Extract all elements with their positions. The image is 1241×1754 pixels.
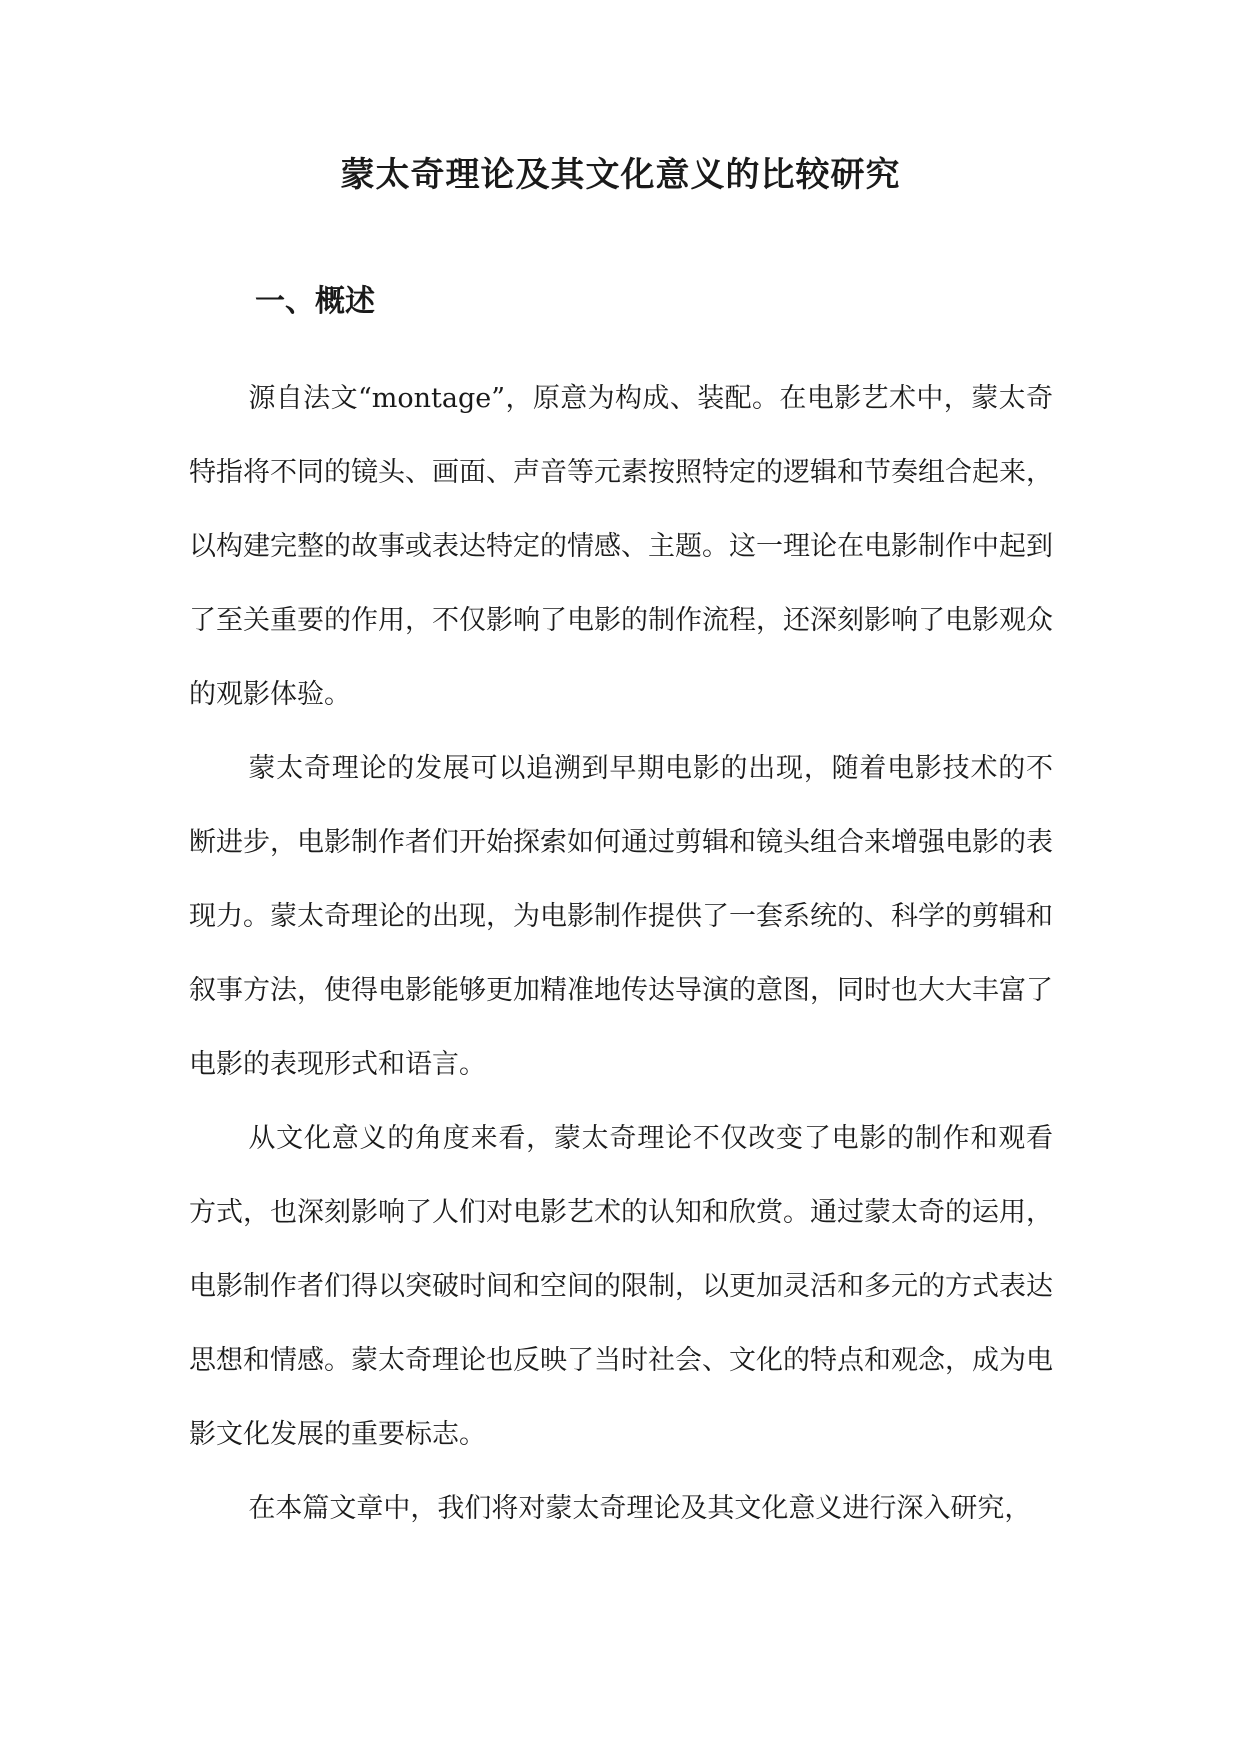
paragraph: 蒙太奇理论的发展可以追溯到早期电影的出现，随着电影技术的不断进步，电影制作者们开始探索如何通过剪辑和镜头组合来增强电影的表现力。蒙太奇理论的出现，为电影制作提供了一套系统的、科学的剪辑和叙事方法，使得电影能够更加精准地传达导演的意图，同时也大大丰富了电影的表现形式和语言。 [189,753,1053,1080]
body-text [189,362,1053,1546]
paragraph: 在本篇文章中，我们将对蒙太奇理论及其文化意义进行深入研究， [248,1493,1032,1524]
section-heading: 一、概述 [255,284,375,319]
document-title: 蒙太奇理论及其文化意义的比较研究 [340,155,901,195]
paragraph: 从文化意义的角度来看，蒙太奇理论不仅改变了电影的制作和观看方式，也深刻影响了人们对电影艺术的认知和欣赏。通过蒙太奇的运用，电影制作者们得以突破时间和空间的限制，以更加灵活和多元的方式表达思想和情感。蒙太奇理论也反映了当时社会、文化的特点和观念，成为电影文化发展的重要标志。 [189,1123,1053,1450]
paragraph: 源自法文“montage”，原意为构成、装配。在电影艺术中，蒙太奇特指将不同的镜头、画面、声音等元素按照特定的逻辑和节奏组合起来，以构建完整的故事或表达特定的情感、主题。这一理论在电影制作中起到了至关重要的作用，不仅影响了电影的制作流程，还深刻影响了电影观众的观影体验。 [189,383,1053,710]
